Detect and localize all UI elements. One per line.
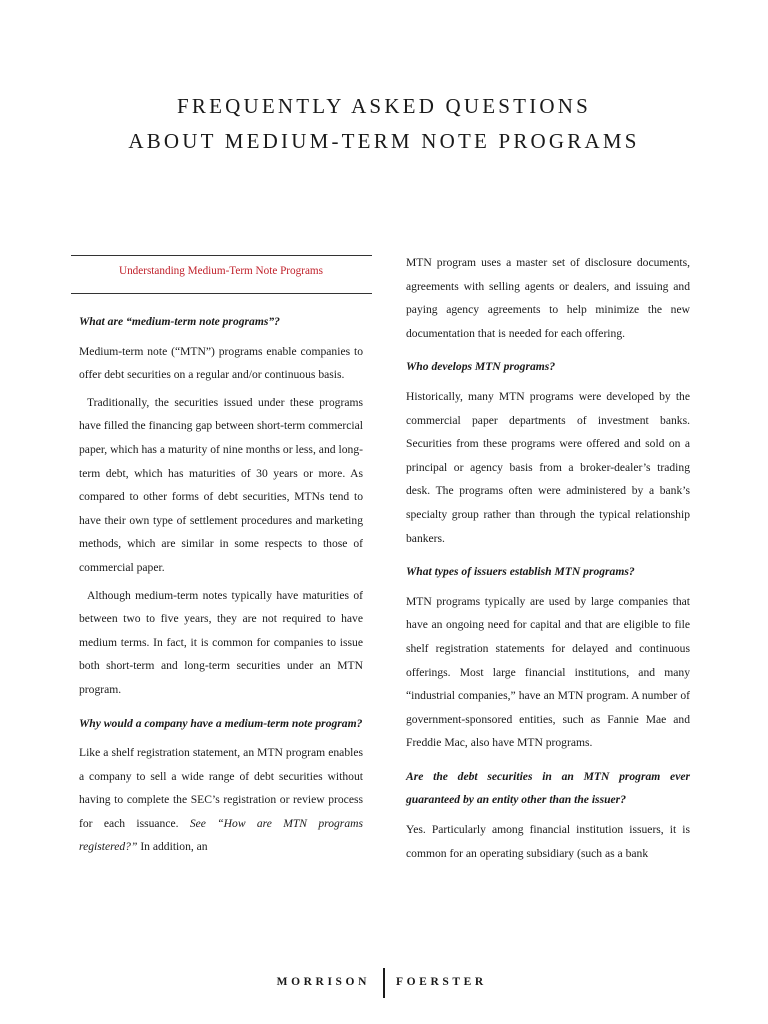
answer-text: In addition, an <box>140 840 208 854</box>
page-title-line-2: ABOUT MEDIUM-TERM NOTE PROGRAMS <box>128 129 640 153</box>
brand-morrison: MORRISON <box>276 976 370 988</box>
answer-paragraph <box>79 741 363 859</box>
question-guaranteed: Are the debt securities in an MTN program ever guaranteed by an entity other than the issuer? <box>406 769 690 807</box>
answer-text: Like a shelf registration statement, an MTN program enables a company to sell a wide range of debt securities without having to complete the SEC’s registration or review process for each issuance. <box>79 746 363 830</box>
answer-paragraph: Medium-term note (“MTN”) programs enable companies to offer debt securities on a regular and/or continuous basis. <box>79 344 363 382</box>
question-what-are-mtn: What are “medium-term note programs”? <box>79 315 280 328</box>
answer-paragraph: Traditionally, the securities issued under these programs have filled the financing gap between short-term commercial paper, which has a maturity of nine months or less, and long-term debt, which has maturities of 30 years or more. As compared to other forms of debt securities, MTNs tend to have their own type of settlement procedures and marketing methods, which are similar in some respects to those of commercial paper. <box>79 395 363 574</box>
question-issuer-types: What types of issuers establish MTN programs? <box>406 565 635 579</box>
answer-paragraph: Although medium-term notes typically have maturities of between two to five years, they are not required to have medium terms. In fact, it is common for companies to issue both short-term and long-term securities under an MTN program. <box>79 588 363 696</box>
brand-foerster: FOERSTER <box>396 976 487 988</box>
answer-paragraph: Historically, many MTN programs were developed by the commercial paper departments of investment banks. Securities from these programs were offered and sold on a principal or agency basis from a broker-dealer’s trading desk. The programs often were administered by a bank’s specialty group rather than through the typical relationship bankers. <box>406 389 690 545</box>
question-why-mtn-program: Why would a company have a medium-term note program? <box>79 716 363 730</box>
left-column <box>79 255 363 859</box>
footer-logo <box>0 968 768 998</box>
question-who-develops: Who develops MTN programs? <box>406 360 556 374</box>
answer-paragraph: MTN programs typically are used by large companies that have an ongoing need for capital and that are eligible to file shelf registration statements for delayed and continuous offerings. Most large financial institutions, and many “industrial companies,” have an MTN program. A number of government-sponsored entities, such as Fannie Mae and Freddie Mac, also have MTN programs. <box>406 594 690 750</box>
cross-reference: See “How are MTN programs registered?” <box>79 816 364 854</box>
page-title-line-1: FREQUENTLY ASKED QUESTIONS <box>177 94 591 118</box>
logo-divider <box>383 968 385 998</box>
section-title: Understanding Medium-Term Note Programs <box>119 265 323 277</box>
answer-paragraph: MTN program uses a master set of disclosure documents, agreements with selling agents or dealers, and issuing and paying agency agreements to help minimize the new documentation that is needed for each offering. <box>406 256 690 340</box>
right-column <box>406 251 690 865</box>
section-rule-bottom <box>71 293 372 294</box>
answer-paragraph: Yes. Particularly among financial institution issuers, it is common for an operating subsidiary (such as a bank <box>406 823 690 860</box>
